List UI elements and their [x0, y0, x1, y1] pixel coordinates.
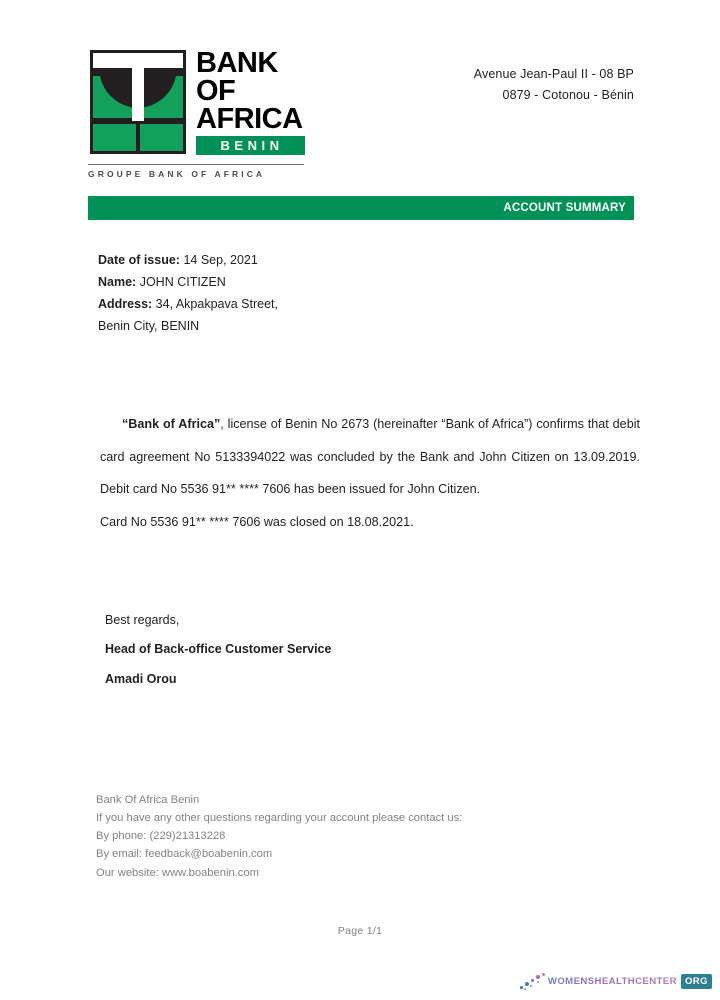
bank-logo-wordmark	[196, 48, 305, 155]
signoff-name: Amadi Orou	[105, 671, 177, 686]
body-paragraph-text: , license of Benin No 2673 (hereinafter “Bank of Africa”) confirms that debit card agreement No 5133394022 was concluded by the Bank and John Citizen on 13.09.2019. Debit card No 5536 91** **** 7606 has been issued for John Citizen.	[100, 417, 640, 497]
signoff-regards: Best regards,	[105, 613, 180, 627]
watermark-dots-icon	[520, 971, 548, 991]
letter-header	[88, 48, 634, 188]
page-number: Page 1/1	[337, 925, 383, 937]
logo-country-bar: BENIN	[196, 136, 305, 155]
footer-contact-prompt: If you have any other questions regarding your account please contact us:	[96, 812, 463, 825]
footer-phone: By phone: (229)21313228	[96, 830, 226, 843]
detail-name	[98, 272, 278, 294]
address-label: Address:	[98, 296, 153, 311]
logo-tagline: GROUPE BANK OF AFRICA	[88, 169, 266, 179]
logo-line-africa: AFRICA	[196, 102, 303, 135]
detail-address-line-2: Benin City, BENIN	[98, 318, 200, 333]
account-summary-banner	[88, 196, 634, 220]
baobab-tree-logo-icon	[88, 48, 188, 156]
name-value: JOHN CITIZEN	[139, 274, 226, 289]
footer-email: By email: feedback@boabenin.com	[96, 848, 273, 861]
logo-line-bank: BANK	[196, 47, 278, 79]
body-closure-line: Card No 5536 91** **** 7606 was closed on 18.08.2021.	[100, 515, 414, 530]
letter-footer	[96, 791, 462, 882]
body-bank-name: “Bank of Africa”	[122, 417, 221, 431]
address-value: 34, Akpakpava Street,	[155, 296, 278, 311]
watermark-org-badge: ORG	[681, 974, 712, 989]
bank-address-line-2: 0879 - Cotonou - Bénin	[502, 87, 634, 102]
footer-website: Our website: www.boabenin.com	[96, 866, 259, 879]
site-watermark	[520, 970, 712, 992]
detail-address	[98, 294, 278, 316]
name-label: Name:	[98, 274, 137, 289]
date-of-issue-label: Date of issue:	[98, 253, 180, 267]
date-of-issue-value: 14 Sep, 2021	[183, 253, 258, 267]
signature-block	[105, 606, 331, 694]
signoff-role: Head of Back-office Customer Service	[105, 642, 332, 657]
footer-bank-name: Bank Of Africa Benin	[96, 794, 200, 806]
logo-line-of: OF	[196, 74, 236, 107]
watermark-text: WOMENSHEALTHCENTER	[547, 975, 677, 987]
detail-date-of-issue	[98, 250, 278, 272]
bank-address	[474, 64, 634, 105]
logo-divider	[88, 164, 304, 165]
letter-body	[100, 408, 640, 539]
bank-address-line-1: Avenue Jean-Paul II - 08 BP	[473, 67, 634, 81]
banner-title: ACCOUNT SUMMARY	[503, 202, 626, 214]
customer-details	[98, 250, 278, 338]
bank-logo	[88, 48, 304, 179]
